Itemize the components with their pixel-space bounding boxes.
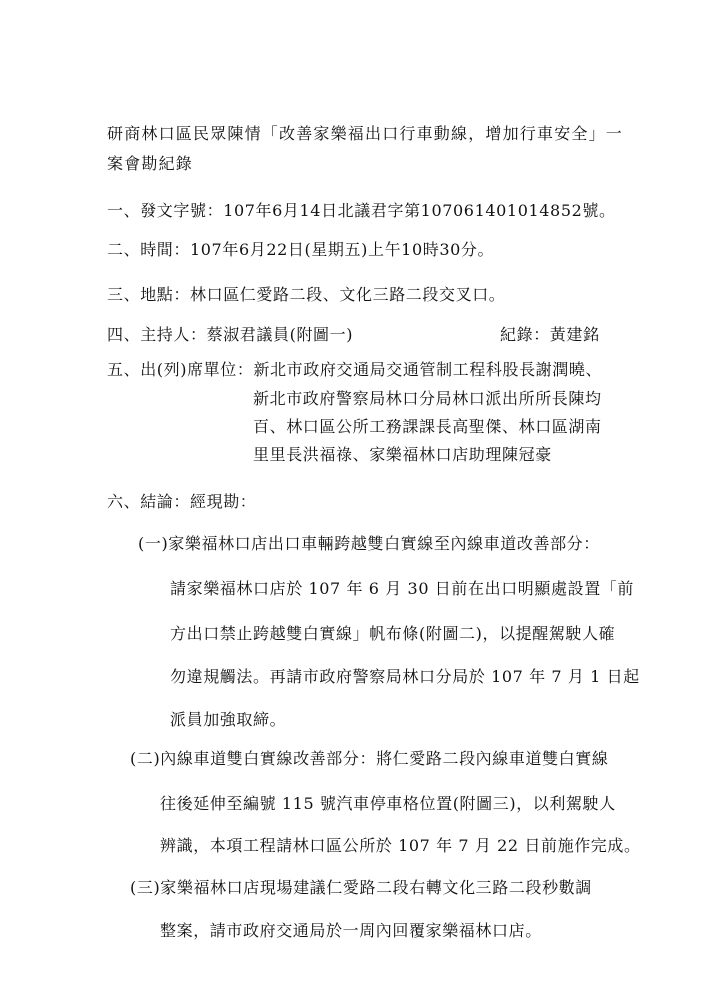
conclusion-1-line-5: 派員加強取締。: [170, 710, 287, 729]
conclusion-3-line-2: 整案，請市政府交通局於一周內回覆家樂福林口店。: [160, 921, 542, 940]
section-attendees-line-2: 新北市政府警察局林口分局林口派出所所長陳均: [253, 389, 602, 408]
section-attendees-line-4: 里里長洪福祿、家樂福林口店助理陳冠豪: [253, 445, 552, 464]
section-document-number: 一、發文字號：107年6月14日北議君字第107061401014852號。: [107, 201, 616, 220]
conclusion-1-line-1: (一)家樂福林口店出口車輛跨越雙白實線至內線車道改善部分：: [138, 534, 600, 553]
section-recorder: 紀錄：黃建銘: [500, 325, 600, 344]
conclusion-1-line-4: 勿違規觸法。再請市政府警察局林口分局於 107 年 7 月 1 日起: [170, 667, 640, 686]
section-host: 四、主持人：蔡淑君議員(附圖一): [107, 325, 354, 344]
conclusion-1-line-3: 方出口禁止跨越雙白實線」帆布條(附圖二)，以提醒駕駛人確: [170, 624, 616, 643]
section-attendees-line-1: 五、出(列)席單位：新北市政府交通局交通管制工程科股長謝潤曉、: [107, 360, 603, 379]
conclusion-2-line-2: 往後延伸至編號 115 號汽車停車格位置(附圖三)，以利駕駛人: [160, 794, 616, 813]
section-conclusion-heading: 六、結論：經現勘：: [107, 492, 257, 511]
conclusion-1-line-2: 請家樂福林口店於 107 年 6 月 30 日前在出口明顯處設置「前: [170, 579, 634, 598]
conclusion-2-line-3: 辨識，本項工程請林口區公所於 107 年 7 月 22 日前施作完成。: [160, 836, 641, 855]
conclusion-3-line-1: (三)家樂福林口店現場建議仁愛路二段右轉文化三路二段秒數調: [130, 878, 592, 897]
section-time: 二、時間：107年6月22日(星期五)上午10時30分。: [107, 240, 495, 259]
section-location: 三、地點：林口區仁愛路二段、文化三路二段交叉口。: [107, 285, 506, 304]
document-title-line-2: 案會勘紀錄: [107, 154, 194, 173]
conclusion-2-line-1: (二)內線車道雙白實線改善部分：將仁愛路二段內線車道雙白實線: [130, 749, 609, 768]
section-attendees-line-3: 百、林口區公所工務課課長高聖傑、林口區湖南: [253, 417, 602, 436]
document-title-line-1: 研商林口區民眾陳情「改善家樂福出口行車動線，增加行車安全」一: [107, 124, 624, 143]
